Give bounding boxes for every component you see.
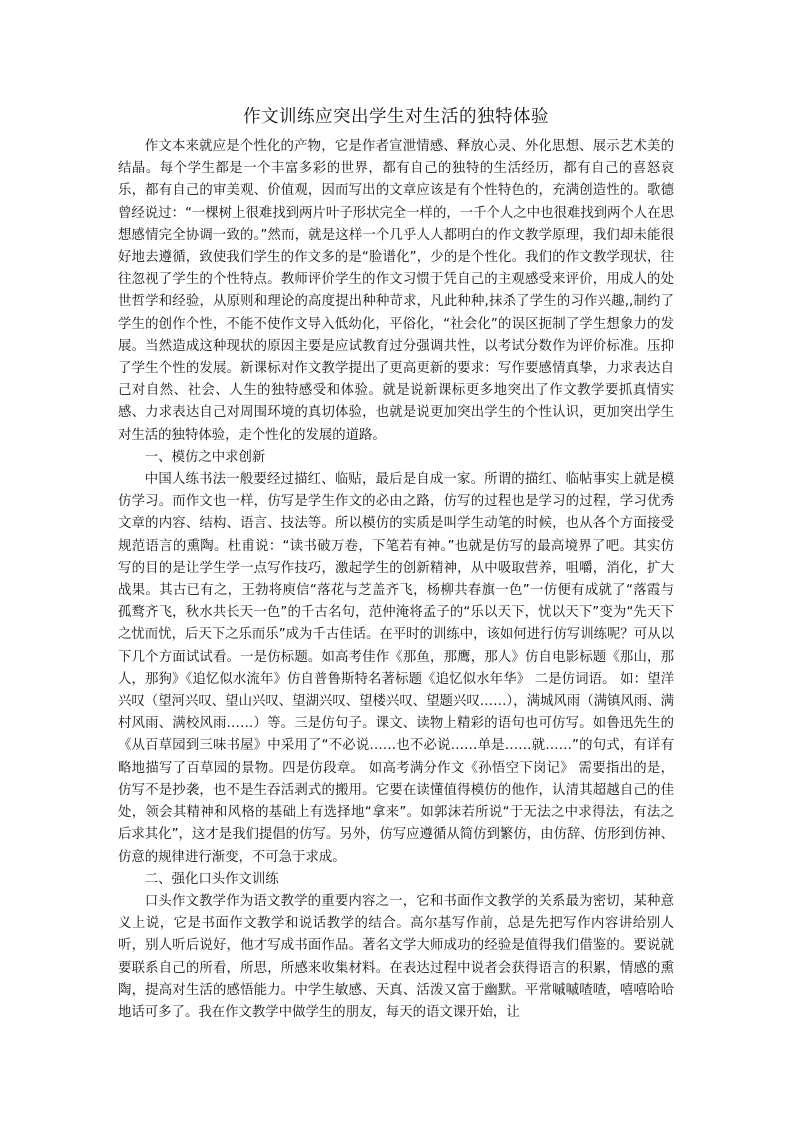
section-heading-2: 二、强化口头作文训练 — [144, 871, 279, 887]
section-heading-1: 一、模仿之中求创新 — [144, 449, 266, 465]
document-page — [118, 100, 674, 1024]
section-1-paragraph: 中国人练书法一般要经过描红、临贴，最后是自成一家。所谓的描红、临帖事实上就是模仿学习。而作文也一样，仿写是学生作文的必由之路，仿写的过程也是学习的过程，学习优秀文章的内容、结构、语言、技法等。所以模仿的实质是叫学生动笔的时候，也从各个方面接受规范语言的熏陶。杜甫说：“读书破万卷，下笔若有神。”也就是仿写的最高境界了吧。其实仿写的目的是让学生学一点写作技巧，激起学生的创新精神，从中吸取营养，咀嚼，消化，扩大战果。其古已有之，王勃将庾信“落花与芝盖齐飞，杨柳共春旗一色”一仿便有成就了“落霞与孤鹜齐飞，秋水共长天一色”的千古名句，范仲淹将孟子的“乐以天下，忧以天下”变为“先天下之忧而忧，后天下之乐而乐”成为千古佳话。在平时的训练中，该如何进行仿写训练呢？可从以下几个方面试试看。一是仿标题。如高考佳作《那鱼，那鹰，那人》仿自电影标题《那山，那人，那狗》《追忆似水流年》仿自普鲁斯特名著标题《追忆似水年华》 二是仿词语。 如：望洋兴叹（望河兴叹、望山兴叹、望湖兴叹、望楼兴叹、望题兴叹……），满城风雨（满镇风雨、满村风雨、满校风雨……）等。三是仿句子。课文、读物上精彩的语句也可仿写。如鲁迅先生的《从百草园到三味书屋》中采用了“不必说……也不必说……单是……就……”的句式，有详有略地描写了百草园的景物。四是仿段章。 如高考满分作文《孙悟空下岗记》 需要指出的是，仿写不是抄袭，也不是生吞活剥式的搬用。它要在读懂值得模仿的他作，认清其超越自己的佳处，领会其精神和风格的基础上有选择地“拿来”。如郭沫若所说“于无法之中求得法，有法之后求其化”，这才是我们提倡的仿写。另外，仿写应遵循从简仿到繁仿，由仿辞、仿形到仿神、仿意的规律进行渐变，不可急于求成。 — [118, 472, 674, 865]
section-2-paragraph: 口头作文教学作为语文教学的重要内容之一，它和书面作文教学的关系最为密切，某种意义上说，它是书面作文教学和说话教学的结合。高尔基写作前，总是先把写作内容讲给别人听，别人听后说好，他才写成书面作品。著名文学大师成功的经验是值得我们借鉴的。要说就要联系自己的所看，所思，所感来收集材料。在表达过程中说者会获得语言的积累，情感的熏陶，提高对生活的感悟能力。中学生敏感、天真、活泼又富于幽默。平常嘁嘁喳喳，嘻嘻哈哈地话可多了。我在作文教学中做学生的朋友，每天的语文课开始，让 — [118, 893, 674, 1020]
document-title: 作文训练应突出学生对生活的独特体验 — [243, 107, 549, 127]
intro-paragraph: 作文本来就应是个性化的产物，它是作者宣泄情感、释放心灵、外化思想、展示艺术美的结晶。每个学生都是一个丰富多彩的世界，都有自己的独特的生活经历，都有自己的喜怒哀乐，都有自己的审美观、价值观，因而写出的文章应该是有个性特色的，充满创造性的。歌德曾经说过：“一棵树上很难找到两片叶子形状完全一样的，一千个人之中也很难找到两个人在思想感情完全协调一致的。”然而，就是这样一个几乎人人都明白的作文教学原理，我们却未能很好地去遵循，致使我们学生的作文多的是“脸谱化”，少的是个性化。我们的作文教学现状，往往忽视了学生的个性特点。教师评价学生的作文习惯于凭自己的主观感受来评价，用成人的处世哲学和经验，从原则和理论的高度提出种种苛求，凡此种种,抹杀了学生的习作兴趣,,制约了学生的创作个性，不能不使作文导入低幼化，平俗化，“社会化”的误区扼制了学生想象力的发展。当然造成这种现状的原因主要是应试教育过分强调共性，以考试分数作为评价标准。压抑了学生个性的发展。新课标对作文教学提出了更高更新的要求：写作要感情真挚，力求表达自己对自然、社会、人生的独特感受和体验。就是说新课标更多地突出了作文教学要抓真情实感、力求表达自己对周围环境的真切体验，也就是说更加突出学生的个性认识，更加突出学生对生活的独特体验，走个性化的发展的道路。 — [118, 139, 674, 443]
